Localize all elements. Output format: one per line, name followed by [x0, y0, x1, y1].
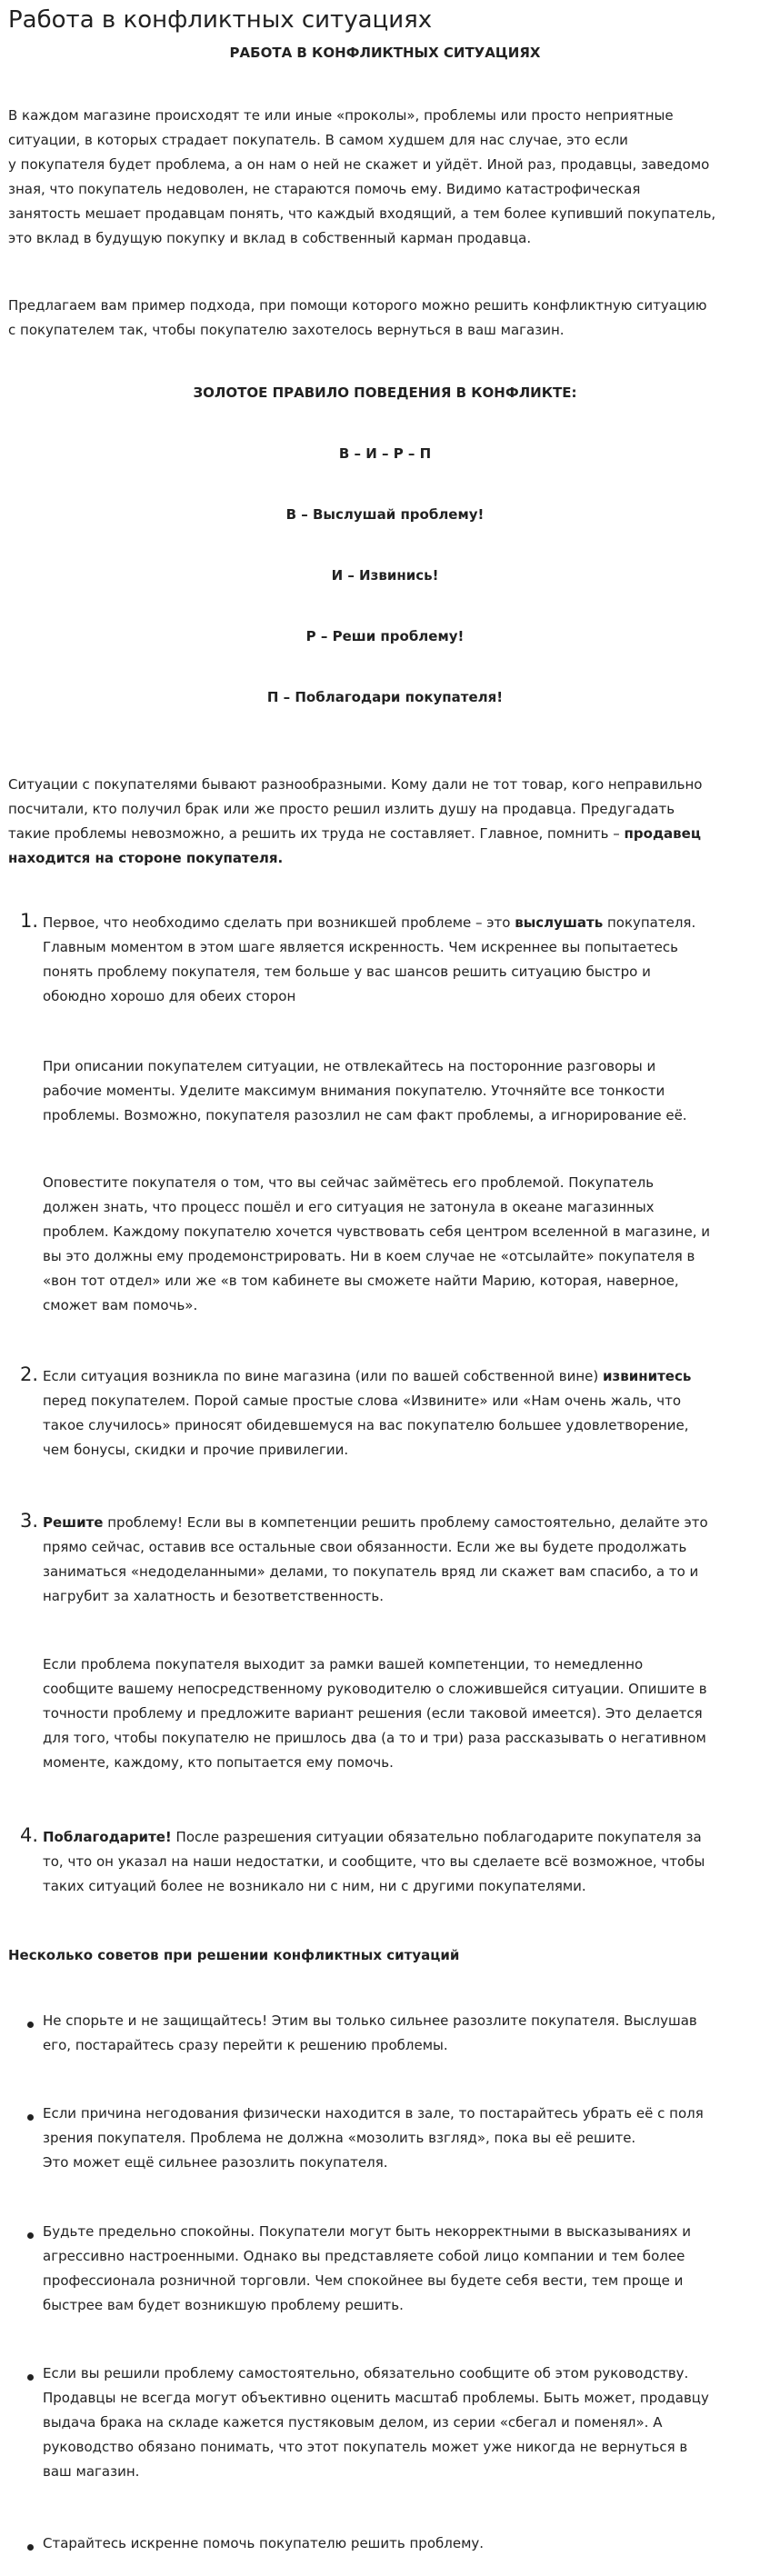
golden-rule-heading: ЗОЛОТОЕ ПРАВИЛО ПОВЕДЕНИЯ В КОНФЛИКТЕ: [193, 384, 577, 401]
emphasis-text: извинитесь [603, 1368, 692, 1384]
bullet-icon [27, 2232, 34, 2239]
intro-line: зная, что покупатель недоволен, не стараются помочь ему. Видимо катастрофическая [8, 181, 641, 197]
step-1-paragraph-2: При описании покупателем ситуации, не отвлекайтесь на посторонние разговоры и рабочие моменты. Уделите максимум внимания покупателю. Уточняйте все тонкости проблемы. Возможно, покупателя разозлил не сам факт проблемы, а игнорирование её. [43, 1058, 687, 1123]
tip-item: Не спорьте и не защищайтесь! Этим вы только сильнее разозлите покупателя. Выслушав его, постарайтесь сразу перейти к решению проблемы. [43, 2012, 697, 2053]
step-4-text: Поблагодарите! После разрешения ситуации обязательно поблагодарите покупателя за то, что он указал на наши недостатки, и сообщите, что вы сделаете всё возможное, чтобы таких ситуаций более не возникало ни с ним, ни с другими покупателями. [43, 1829, 705, 1894]
intro-line: с покупателем так, чтобы покупателю захотелось вернуться в ваш магазин. [8, 322, 565, 338]
rule-apologize: И – Извинись! [331, 567, 439, 584]
intro-line: занятость мешает продавцам понять, что каждый входящий, а тем более купивший покупатель, [8, 205, 716, 222]
step-1-paragraph-3: Оповестите покупателя о том, что вы сейчас займётесь его проблемой. Покупатель должен знать, что процесс пошёл и его ситуация не затонула в океане магазинных проблем. Каждому покупателю хочется чувствовать себя центром вселенной в магазине, и вы это должны ему продемонстрировать. Ни в коем случае не «отсылайте» покупателя в «вон тот отдел» или же «в том кабинете вы сможете найти Марию, которая, наверное, сможет вам помочь». [43, 1174, 710, 1313]
rule-listen: В – Выслушай проблему! [285, 506, 485, 523]
step-1-text: Первое, что необходимо сделать при возникшей проблеме – это выслушать покупателя. Главным моментом в этом шаге является искренность. Чем искреннее вы попытаетесь понять проблему покупателя, тем больше у вас шансов решить ситуацию быстро и обоюдно хорошо для обеих сторон [43, 914, 696, 1004]
emphasis-text: Решите [43, 1514, 104, 1531]
list-number: 4. [20, 1824, 39, 1846]
bullet-icon [27, 2022, 34, 2028]
rule-thank: П – Поблагодари покупателя! [266, 689, 504, 705]
bullet-icon [27, 2544, 34, 2551]
list-number: 2. [20, 1363, 39, 1385]
situations-line: Ситуации с покупателями бывают разнообразными. Кому дали не тот товар, кого неправильно [8, 776, 703, 793]
step-2-text: Если ситуация возникла по вине магазина (или по вашей собственной вине) извинитесь перед покупателем. Порой самые простые слова «Извините» или «Нам очень жаль, что такое случилось» приносят обидевшемуся на вас покупателю большее удовлетворение, чем бонусы, скидки и прочие привилегии. [43, 1368, 692, 1458]
tip-item: Если вы решили проблему самостоятельно, обязательно сообщите об этом руководству. Продавцы не всегда могут объективно оценить масштаб проблемы. Быть может, продавцу выдача брака на складе кажется пустяковым делом, из серии «сбегал и поменял». А руководство обязано понимать, что этот покупатель может уже никогда не вернуться в ваш магазин. [43, 2365, 709, 2480]
list-number: 1. [20, 910, 39, 932]
intro-line: это вклад в будущую покупку и вклад в собственный карман продавца. [8, 230, 532, 246]
bullet-icon [27, 2114, 34, 2121]
bullet-icon [27, 2374, 34, 2381]
tip-item: Старайтесь искренне помочь покупателю решить проблему. [43, 2535, 485, 2551]
tip-item: Если причина негодования физически находится в зале, то постарайтесь убрать её с поля зрения покупателя. Проблема не должна «мозолить взгляд», пока вы её решите. Это может ещё сильнее разозлить покупателя. [43, 2105, 704, 2171]
tip-item: Будьте предельно спокойны. Покупатели могут быть некорректными в высказываниях и агрессивно настроенными. Однако вы представляете собой лицо компании и тем более профессионала розничной торговли. Чем спокойнее вы будете себя вести, тем проще и быстрее вам будет возникшую проблему решить. [43, 2223, 691, 2313]
situations-paragraph [8, 773, 702, 871]
situations-line: такие проблемы невозможно, а решить их труда не составляет. Главное, помнить – продавец [8, 825, 701, 842]
step-3-text: Решите проблему! Если вы в компетенции решить проблему самостоятельно, делайте это прямо сейчас, оставив все остальные свои обязанности. Если же вы будете продолжать заниматься «недоделанными» делами, то покупатель вряд ли скажет вам спасибо, а то и нагрубит за халатность и безответственность. [43, 1514, 708, 1604]
section-heading: РАБОТА В КОНФЛИКТНЫХ СИТУАЦИЯХ [229, 45, 541, 61]
tips-heading: Несколько советов при решении конфликтных ситуаций [8, 1947, 460, 1963]
emphasis-text: выслушать [515, 914, 604, 931]
intro-line: ситуации, в которых страдает покупатель. В самом худшем для нас случае, это если [8, 132, 628, 148]
intro-line: у покупателя будет проблема, а он нам о ней не скажет и уйдёт. Иной раз, продавцы, заведомо [8, 156, 710, 173]
situations-line: посчитали, кто получил брак или же просто решил излить душу на продавца. Предугадать [8, 801, 675, 817]
list-number: 3. [20, 1510, 39, 1532]
situations-line [8, 846, 702, 871]
step-3-paragraph-2: Если проблема покупателя выходит за рамки вашей компетенции, то немедленно сообщите вашему непосредственному руководителю о сложившейся ситуации. Опишите в точности проблему и предложите вариант решения (если таковой имеется). Это делается для того, чтобы покупателю не пришлось два (а то и три) раза рассказывать о негативном моменте, каждому, кто попытается ему помочь. [43, 1656, 707, 1771]
emphasis-text: продавец [624, 825, 701, 842]
intro-line: Предлагаем вам пример подхода, при помощи которого можно решить конфликтную ситуацию [8, 297, 707, 314]
emphasis-text: находится на стороне покупателя. [8, 850, 284, 866]
intro-paragraph-1 [8, 104, 715, 251]
intro-line: В каждом магазине происходят те или иные «проколы», проблемы или просто неприятные [8, 107, 674, 124]
acronym: В – И – Р – П [338, 445, 432, 462]
rule-solve: Р – Реши проблему! [305, 628, 465, 644]
document-title: Работа в конфликтных ситуациях [8, 6, 433, 34]
intro-paragraph-2 [8, 294, 707, 343]
emphasis-text: Поблагодарите! [43, 1829, 172, 1845]
